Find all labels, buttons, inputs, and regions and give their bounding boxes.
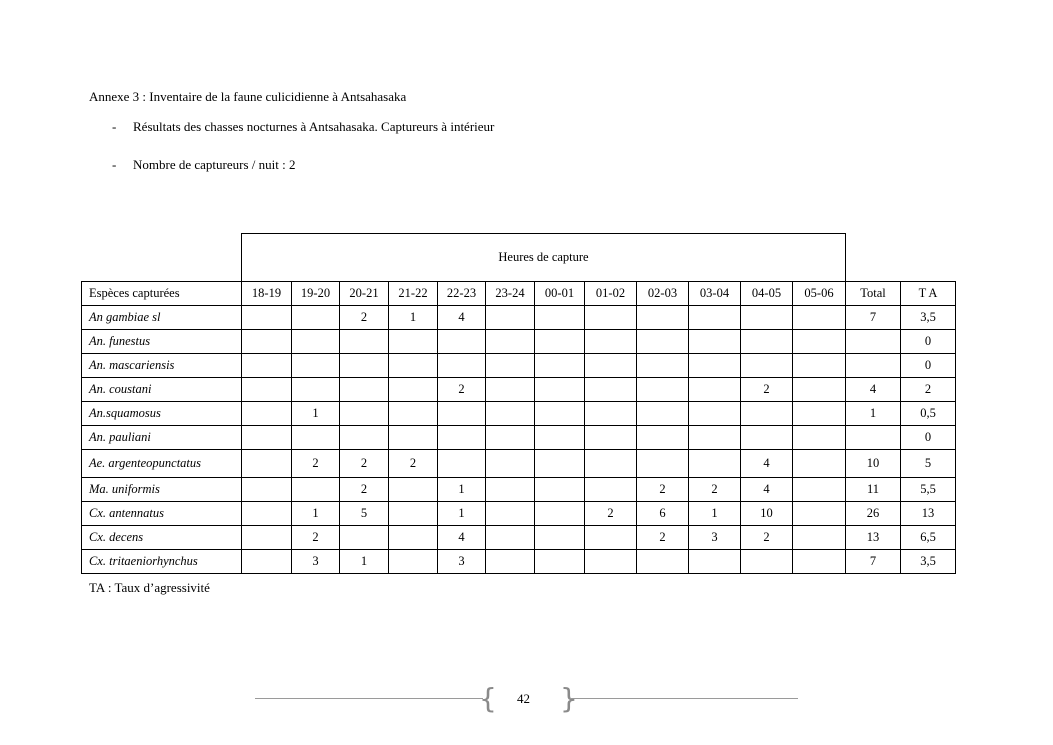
group-header: Heures de capture: [242, 234, 846, 282]
value-cell: [585, 354, 637, 378]
bullet-dash: -: [112, 157, 117, 172]
value-cell: 1: [340, 550, 389, 574]
value-cell: [486, 378, 535, 402]
value-cell: [389, 378, 438, 402]
value-cell: [486, 330, 535, 354]
value-cell: 2: [292, 450, 340, 478]
value-cell: [689, 426, 741, 450]
bullet-text: Nombre de captureurs / nuit : 2: [133, 157, 296, 172]
value-cell: [389, 426, 438, 450]
value-cell: [741, 402, 793, 426]
value-cell: 4: [438, 526, 486, 550]
value-cell: 0: [901, 354, 956, 378]
bullet-dash: -: [112, 119, 117, 134]
blank-corner: [82, 234, 242, 282]
value-cell: [486, 402, 535, 426]
value-cell: [689, 378, 741, 402]
column-header-row: [82, 282, 956, 306]
value-cell: 1: [292, 502, 340, 526]
table-row: [82, 354, 956, 378]
table-row: [82, 550, 956, 574]
value-cell: [535, 378, 585, 402]
value-cell: [741, 306, 793, 330]
value-cell: 5: [340, 502, 389, 526]
value-cell: [438, 450, 486, 478]
value-cell: [242, 354, 292, 378]
species-cell: Cx. antennatus: [82, 502, 242, 526]
value-cell: [535, 502, 585, 526]
value-cell: [486, 306, 535, 330]
value-cell: [242, 306, 292, 330]
value-cell: [585, 526, 637, 550]
species-cell: An. pauliani: [82, 426, 242, 450]
table-row: [82, 330, 956, 354]
value-cell: [741, 354, 793, 378]
value-cell: [292, 378, 340, 402]
species-cell: An gambiae sl: [82, 306, 242, 330]
value-cell: [389, 330, 438, 354]
value-cell: [637, 402, 689, 426]
value-cell: 2: [637, 478, 689, 502]
value-cell: [389, 354, 438, 378]
value-cell: [793, 402, 846, 426]
group-header-row: [82, 234, 956, 282]
table-row: [82, 478, 956, 502]
value-cell: [438, 402, 486, 426]
value-cell: [242, 478, 292, 502]
value-cell: 7: [846, 550, 901, 574]
value-cell: 2: [389, 450, 438, 478]
bullet-text: Résultats des chasses nocturnes à Antsahasaka. Captureurs à intérieur: [133, 119, 495, 134]
value-cell: [793, 502, 846, 526]
column-header: 04-05: [741, 282, 793, 306]
value-cell: 3,5: [901, 306, 956, 330]
value-cell: 4: [741, 450, 793, 478]
value-cell: [438, 330, 486, 354]
value-cell: [585, 426, 637, 450]
value-cell: [585, 306, 637, 330]
value-cell: 6,5: [901, 526, 956, 550]
value-cell: 0,5: [901, 402, 956, 426]
species-cell: Ae. argenteopunctatus: [82, 450, 242, 478]
table-row: [82, 450, 956, 478]
column-header: 18-19: [242, 282, 292, 306]
species-cell: An.squamosus: [82, 402, 242, 426]
value-cell: [535, 306, 585, 330]
table-row: [82, 526, 956, 550]
value-cell: [292, 330, 340, 354]
value-cell: 6: [637, 502, 689, 526]
species-cell: An. coustani: [82, 378, 242, 402]
value-cell: 4: [846, 378, 901, 402]
value-cell: [486, 502, 535, 526]
value-cell: 5,5: [901, 478, 956, 502]
value-cell: [486, 450, 535, 478]
column-header: 05-06: [793, 282, 846, 306]
value-cell: [846, 330, 901, 354]
value-cell: [637, 426, 689, 450]
value-cell: [637, 306, 689, 330]
value-cell: 0: [901, 426, 956, 450]
page-footer: [255, 682, 798, 715]
value-cell: [389, 478, 438, 502]
column-header: 02-03: [637, 282, 689, 306]
species-cell: An. mascariensis: [82, 354, 242, 378]
value-cell: [637, 330, 689, 354]
value-cell: [242, 378, 292, 402]
value-cell: 3: [292, 550, 340, 574]
value-cell: 2: [689, 478, 741, 502]
value-cell: [689, 354, 741, 378]
value-cell: [438, 426, 486, 450]
value-cell: [340, 526, 389, 550]
value-cell: 3: [438, 550, 486, 574]
value-cell: [292, 426, 340, 450]
value-cell: [689, 550, 741, 574]
column-header: 23-24: [486, 282, 535, 306]
value-cell: [793, 478, 846, 502]
value-cell: [637, 550, 689, 574]
column-header: 03-04: [689, 282, 741, 306]
value-cell: [535, 550, 585, 574]
value-cell: [242, 502, 292, 526]
value-cell: [846, 426, 901, 450]
value-cell: 1: [689, 502, 741, 526]
value-cell: [389, 526, 438, 550]
value-cell: [793, 550, 846, 574]
value-cell: [585, 330, 637, 354]
footer-bracket-right: }: [560, 682, 578, 715]
value-cell: [689, 330, 741, 354]
value-cell: [689, 450, 741, 478]
value-cell: [486, 478, 535, 502]
value-cell: [486, 550, 535, 574]
value-cell: 2: [292, 526, 340, 550]
value-cell: [741, 550, 793, 574]
value-cell: [340, 426, 389, 450]
value-cell: 4: [438, 306, 486, 330]
value-cell: [585, 450, 637, 478]
value-cell: 1: [438, 478, 486, 502]
value-cell: 2: [340, 450, 389, 478]
value-cell: [438, 354, 486, 378]
value-cell: 13: [901, 502, 956, 526]
value-cell: [535, 426, 585, 450]
value-cell: [340, 330, 389, 354]
value-cell: 0: [901, 330, 956, 354]
value-cell: 2: [340, 306, 389, 330]
value-cell: [793, 526, 846, 550]
value-cell: 7: [846, 306, 901, 330]
value-cell: 26: [846, 502, 901, 526]
value-cell: [242, 426, 292, 450]
value-cell: [340, 378, 389, 402]
value-cell: [535, 478, 585, 502]
capture-table: [81, 233, 956, 574]
value-cell: 4: [741, 478, 793, 502]
value-cell: [793, 426, 846, 450]
value-cell: [585, 402, 637, 426]
value-cell: [846, 354, 901, 378]
value-cell: [292, 478, 340, 502]
value-cell: 13: [846, 526, 901, 550]
value-cell: [535, 402, 585, 426]
column-header: Total: [846, 282, 901, 306]
value-cell: [242, 330, 292, 354]
species-cell: Ma. uniformis: [82, 478, 242, 502]
value-cell: [637, 378, 689, 402]
value-cell: [242, 450, 292, 478]
value-cell: [389, 402, 438, 426]
value-cell: [585, 378, 637, 402]
value-cell: [535, 526, 585, 550]
value-cell: 2: [585, 502, 637, 526]
value-cell: [637, 354, 689, 378]
value-cell: 2: [901, 378, 956, 402]
value-cell: [535, 354, 585, 378]
table-row: [82, 306, 956, 330]
value-cell: [486, 354, 535, 378]
blank-corner: [846, 234, 956, 282]
value-cell: 2: [741, 378, 793, 402]
column-header: T A: [901, 282, 956, 306]
footer-rule-right: [570, 698, 798, 699]
table-row: [82, 378, 956, 402]
value-cell: [535, 330, 585, 354]
column-header: Espèces capturées: [82, 282, 242, 306]
column-header: 20-21: [340, 282, 389, 306]
value-cell: [793, 450, 846, 478]
value-cell: [242, 526, 292, 550]
value-cell: [585, 550, 637, 574]
column-header: 01-02: [585, 282, 637, 306]
species-cell: Cx. decens: [82, 526, 242, 550]
value-cell: 2: [340, 478, 389, 502]
value-cell: [292, 306, 340, 330]
value-cell: 3,5: [901, 550, 956, 574]
value-cell: [793, 378, 846, 402]
table-row: [82, 426, 956, 450]
value-cell: [741, 330, 793, 354]
value-cell: [585, 478, 637, 502]
table-row: [82, 502, 956, 526]
column-header: 22-23: [438, 282, 486, 306]
value-cell: 1: [438, 502, 486, 526]
value-cell: [689, 306, 741, 330]
page-number: 42: [517, 691, 530, 706]
value-cell: [340, 402, 389, 426]
value-cell: 2: [637, 526, 689, 550]
value-cell: 1: [389, 306, 438, 330]
footnote: TA : Taux d’agressivité: [89, 580, 210, 595]
value-cell: 2: [438, 378, 486, 402]
value-cell: 1: [846, 402, 901, 426]
value-cell: 11: [846, 478, 901, 502]
value-cell: [637, 450, 689, 478]
value-cell: [486, 526, 535, 550]
value-cell: 1: [292, 402, 340, 426]
column-header: 21-22: [389, 282, 438, 306]
value-cell: [486, 426, 535, 450]
table-row: [82, 402, 956, 426]
value-cell: [689, 402, 741, 426]
value-cell: [793, 330, 846, 354]
value-cell: [242, 402, 292, 426]
value-cell: [793, 354, 846, 378]
value-cell: [292, 354, 340, 378]
annex-title: Annexe 3 : Inventaire de la faune culicidienne à Antsahasaka: [89, 89, 407, 104]
value-cell: 5: [901, 450, 956, 478]
value-cell: [389, 550, 438, 574]
value-cell: [793, 306, 846, 330]
species-cell: Cx. tritaeniorhynchus: [82, 550, 242, 574]
value-cell: [535, 450, 585, 478]
value-cell: 10: [741, 502, 793, 526]
footer-rule-left: [255, 698, 483, 699]
value-cell: [340, 354, 389, 378]
value-cell: [741, 426, 793, 450]
species-cell: An. funestus: [82, 330, 242, 354]
column-header: 19-20: [292, 282, 340, 306]
value-cell: [242, 550, 292, 574]
value-cell: 10: [846, 450, 901, 478]
value-cell: [389, 502, 438, 526]
value-cell: 2: [741, 526, 793, 550]
column-header: 00-01: [535, 282, 585, 306]
footer-bracket-left: {: [479, 682, 497, 715]
value-cell: 3: [689, 526, 741, 550]
